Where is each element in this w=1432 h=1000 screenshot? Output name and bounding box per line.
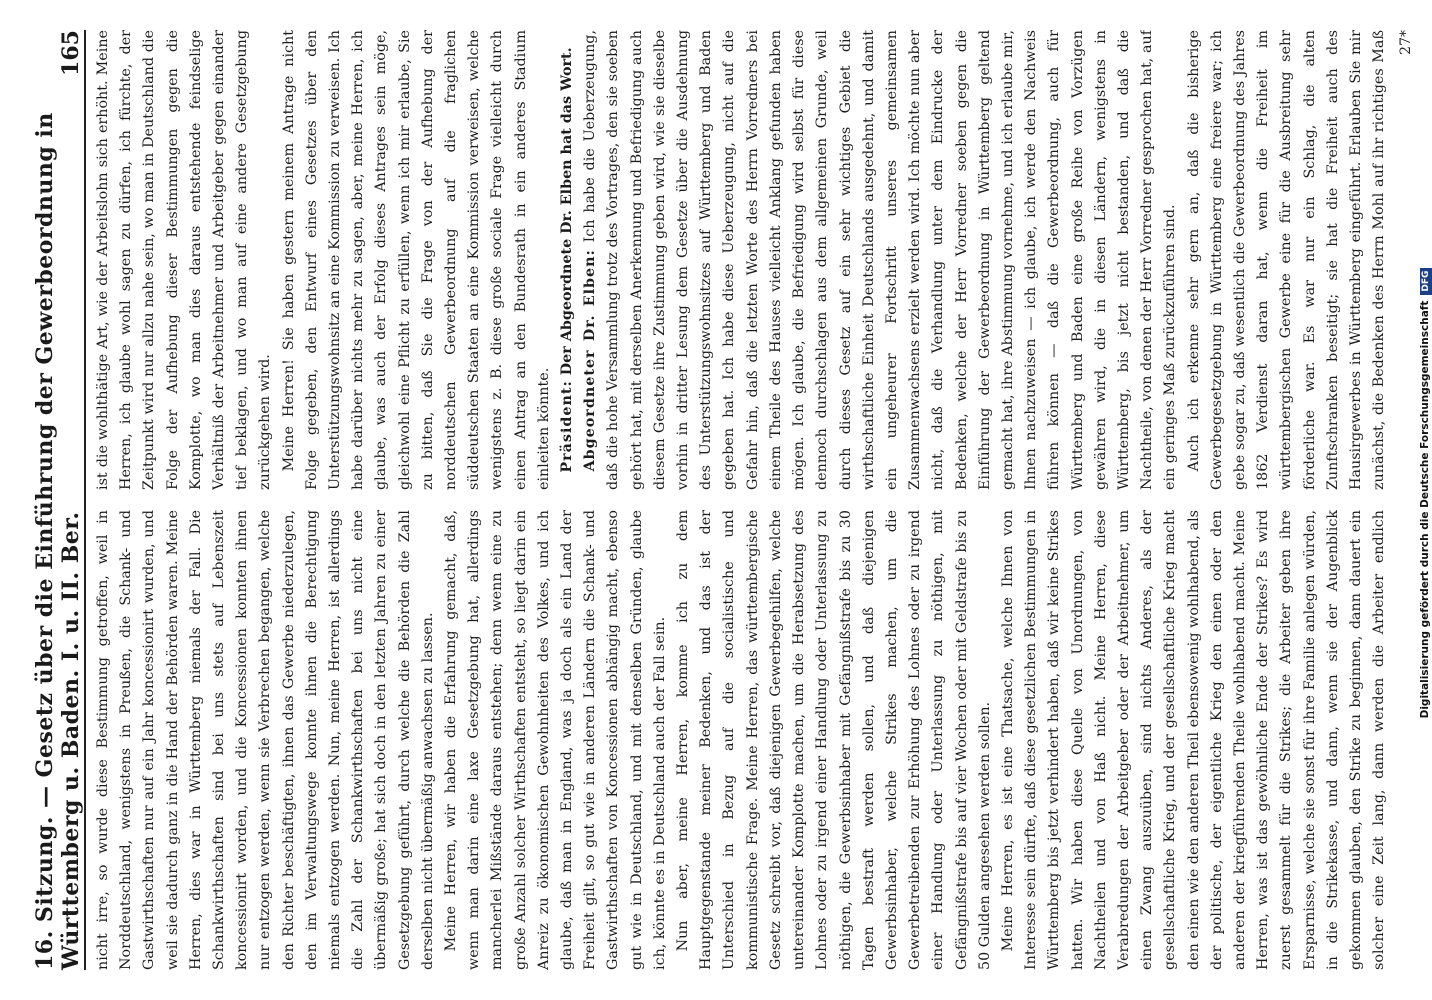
speaker-label: Abgeordneter Dr. Elben: xyxy=(582,249,599,472)
president-label: Präsident: xyxy=(559,380,576,473)
paragraph: Ich habe die Ueberzeugung, daß die hohe Versammlung trotz des Vortrages, den sie soeben gehört hat, mit derselben Anerkennung und Befriedigung auch diesem Gesetze ihre Zustimmung geben wird, wie sie dieselbe vorhin in dritter Lesung dem Gesetze über die Ausdehnung des Unterstützungswohnsitzes auf Württemberg und Baden gegeben hat. Ich habe diese Ueberzeugung, nicht auf die Gefahr hin, daß die letzten Worte des Herrn Vorredners bei einem Theile des Hauses vielleicht Anklang gefunden haben mögen. Ich glaube, die Befriedigung wird selbst für diese dennoch durchschlagen aus dem allgemeinen Grunde, weil durch dieses Gesetz auf ein sehr wichtiges Gebiet die wirthschaftliche Einheit Deutschlands ausgedehnt, und damit ein ungeheurer Fortschritt unseres gemeinsamen Zusammenwachsens erzielt werden wird. Ich möchte nun aber nicht, daß die Verhandlung unter dem Eindrucke der Bedenken, welche der Herr Vorredner soeben gegen die Einführung der Gewerbeordnung in Württemberg geltend gemacht hat, ihre Abstimmung vornehme, und ich erlaube mir, Ihnen nachzuweisen — ich glaube, ich werde den Nachweis führen können — daß die Gewerbeordnung, auch für Württemberg und Baden eine große Reihe von Vorzügen gewähren wird, die in diesen Ländern, wenigstens in Württemberg, bis jetzt nicht bestanden, und daß die Nachtheile, von denen der Herr Vorredner gesprochen hat, auf ein geringes Maß zurückzuführen sind. xyxy=(582,30,1179,490)
president-text: Der Abgeordnete Dr. Elben hat das Wort. xyxy=(559,47,576,376)
page-header xyxy=(32,30,86,970)
paragraph: nicht irre, so wurde diese Bestimmung getroffen, weil in Norddeutschland, wenigstens in Preußen, die Schank- und Gastwirthschaften nur auf ein Jahr koncessionirt wurden, und weil sie dadurch ganz in die Hand der Behörden waren. Meine Herren, dies war in Württemberg niemals der Fall. Die Schankwirthschaften sind bei uns stets auf Lebenszeit koncessionirt worden, und die Koncessionen konnten ihnen nur entzogen werden, wenn sie Verbrechen begangen, welche den Richter beschäftigten, ihnen das Gewerbe niederzulegen, den im Verwaltungswege konnte ihnen die Berechtigung niemals entzogen werden. Nun, meine Herren, ist allerdings die Zahl der Schankwirthschaften bei uns nicht eine übermäßig große; hat sich doch in den letzten Jahren zu einer Gesetzgebung geführt, durch welche die Behörden die Zahl derselben nicht übermäßig anwachsen zu lassen. xyxy=(95,510,436,970)
signature-mark: 27* xyxy=(1398,30,1414,55)
paragraph: Auch ich erkenne sehr gern an, daß die bisherige Gewerbegesetzgebung in Württemberg eine freiere war; ich gebe sogar zu, daß wesentlich die Gewerbeordnung des Jahres 1862 Verdienst daran hat, wenn die Freiheit im württembergischen Gewerbe eine für die Ausbreitung sehr förderliche war. Es war nur ein Schlag, die alten Zunftschranken beseitigt; sie hat die Freiheit auch des Hausirgewerbes in Württemberg eingeführt. Erlauben Sie mir zunächst, die Bedenken des Herrn Mohl auf ihr richtiges Maß xyxy=(1185,30,1388,490)
paragraph: Meine Herren, es ist eine Thatsache, welche Ihnen von Interesse sein dürfte, daß diese gesetzlichen Bestimmungen in Württemberg bis jetzt verhindert haben, daß wir keine Strikes hatten. Wir haben diese Quelle von Unordnungen, von Nachtheilen und von Haß nicht. Meine Herren, diese Verabredungen der Arbeitgeber oder der Arbeitnehmer, um einen Zwang auszuüben, sind nichts Anderes, als der gesellschaftliche Krieg, und der gesellschaftliche Krieg macht den einen wie den anderen Theil ebensowenig wohlhabend, als der politische, der eigentliche Krieg den einen oder den anderen der kriegführenden Theile wohlhabend macht. Meine Herren, was ist das gewöhnliche Ende der Strikes? Es wird zuerst gesammelt für die Strikes; die Arbeiter geben ihre Ersparnisse, welche sie sonst für ihre Familie anlegen würden, in die Strikekasse, und dann, wenn sie der Augenblick gekommen glauben, den Strike zu beginnen, dann dauert ein solcher eine Zeit lang, dann werden die Arbeiter endlich xyxy=(999,510,1388,970)
text-column-left xyxy=(92,510,1392,970)
speaker-paragraph xyxy=(579,30,1182,490)
president-line xyxy=(556,30,579,490)
paragraph: Meine Herren, wir haben die Erfahrung gemacht, daß, wenn man darin eine laxe Gesetzgebung hat, allerdings mancherlei Mißstände daraus entstehen; denn wenn eine zu große Anzahl solcher Wirthschaften entsteht, so liegt darin ein Anreiz zu ökonomischen Gewohnheiten des Volkes, und ich glaube, daß man in England, was ja doch als ein Land der Freiheit gilt, so gut wie in anderen Ländern die Schank- und Gastwirthschaften von Koncessionen abhängig macht, ebenso gut wie in Deutschland, und mit denselben Gründen, glaube ich, könnte es in Deutschland auch der Fall sein. xyxy=(443,510,668,970)
paragraph: Nun aber, meine Herren, komme ich zu dem Hauptgegenstande meiner Bedenken, und das ist der Unterschied in Bezug auf die socialistische und kommunistische Frage. Meine Herren, das württembergische Gesetz schreibt vor, daß diejenigen Gewerbegehilfen, welche untereinander Komplotte machen, um die Herabsetzung des Lohnes oder zu irgend einer Handlung oder Unterlassung zu nöthigen, die Gewerbsinhaber mit Gefängnißstrafe bis zu 30 Tagen bestraft werden sollen, und daß diejenigen Gewerbsinhaber, welche Strikes machen, um die Gewerbetreibenden zur Erhöhung des Lohnes oder zu irgend einer Handlung oder Unterlassung zu nöthigen, mit Gefängnißstrafe bis auf vier Wochen oder mit Geldstrafe bis zu 50 Gulden angesehen werden sollen. xyxy=(675,510,993,970)
dfg-logo: DFG xyxy=(1420,268,1432,295)
funding-note: Digitalisierung gefördert durch die Deutsche Forschungsgemeinschaft xyxy=(1419,300,1431,719)
paragraph: Meine Herren! Sie haben gestern meinem Antrage nicht Folge gegeben, den Entwurf eines Gesetzes über den Unterstützungswohnsitz an eine Kommission zu verweisen. Ich habe darüber nichts mehr zu sagen, aber, meine Herren, ich glaube, was auch der Erfolg dieses Antrages sein möge, gleichwohl eine Pflicht zu erfüllen, wenn ich mir erlaube, Sie zu bitten, daß Sie die Frage von der Aufhebung der norddeutschen Gewerbeordnung auf die fraglichen süddeutschen Staaten an eine Kommission verweisen, welche wenigstens z. B. diese große sociale Frage vielleicht durch einen Antrag an den Bundesrath in ein anderes Stadium einleiten könnte. xyxy=(280,30,552,490)
session-title: 16. Sitzung. — Gesetz über die Einführung der Gewerbeordnung in Württemberg u. Baden. I. u. II. Ber. xyxy=(32,112,84,970)
text-column-right xyxy=(92,30,1392,490)
digitization-text xyxy=(1418,20,1432,966)
digitization-note xyxy=(1418,20,1432,980)
page-number: 165 xyxy=(58,30,84,76)
paragraph: ist die wohlthätige Art, wie der Arbeitslohn sich erhöht. Meine Herren, ich glaube wohl sagen zu dürfen, ich fürchte, der Zeitpunkt wird nur allzu nahe sein, wo man in Deutschland die Folge der Aufhebung dieser Bestimmungen gegen die Komplotte, wo man dies daraus entstehende feindselige Verhältniß der Arbeitnehmer und Arbeitgeber gegen einander tief beklagen, und wo man auf eine andere Gesetzgebung zurückgehen wird. xyxy=(95,30,274,490)
